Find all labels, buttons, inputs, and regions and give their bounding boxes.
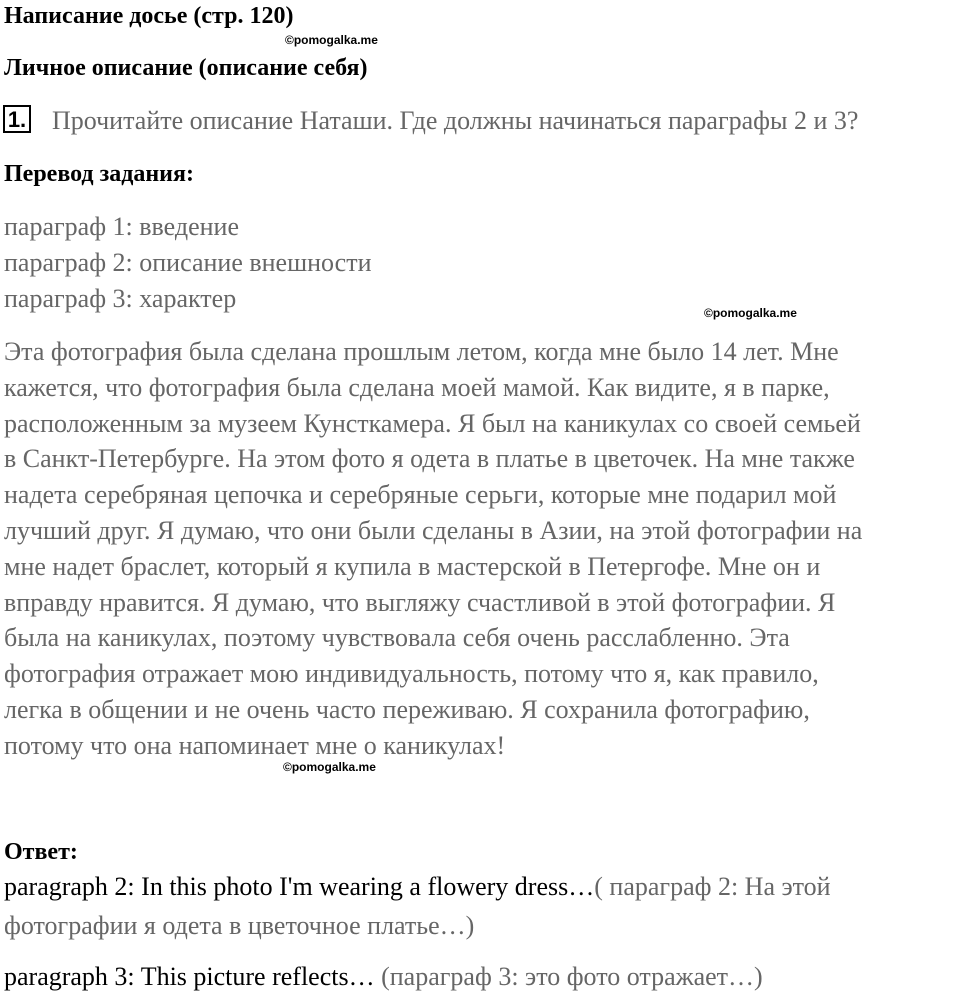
translation-item-3: параграф 3: характер xyxy=(4,284,237,313)
passage-line: потому что она напоминает мне о каникулах! xyxy=(4,730,506,760)
translation-item-1: параграф 1: введение xyxy=(4,212,240,241)
translation-list xyxy=(4,209,372,317)
passage-line: лучший друг. Я думаю, что они были сделаны в Азии, на этой фотографии на xyxy=(4,515,863,545)
task-number-box: 1. xyxy=(3,105,31,133)
answer-p2-english: paragraph 2: In this photo I'm wearing a flowery dress… xyxy=(4,872,595,901)
passage-line: вправду нравится. Я думаю, что выгляжу счастливой в этой фотографии. Я xyxy=(4,587,836,617)
page-subtitle: Личное описание (описание себя) xyxy=(4,55,368,81)
translation-item-2: параграф 2: описание внешности xyxy=(4,248,372,277)
passage-line: надета серебряная цепочка и серебряные серьги, которые мне подарил мой xyxy=(4,480,837,510)
natasha-description xyxy=(4,334,956,764)
passage-line: кажется, что фотография была сделана моей мамой. Как видите, я в парке, xyxy=(4,372,830,402)
passage-line: мне надет браслет, который я купила в мастерской в Петергофе. Мне он и xyxy=(4,551,821,581)
passage-line: в Санкт-Петербурге. На этом фото я одета в платье в цветочек. На мне также xyxy=(4,444,855,474)
task-row xyxy=(3,105,31,133)
page-title: Написание досье (стр. 120) xyxy=(4,3,294,29)
answer-heading: Ответ: xyxy=(4,839,78,865)
passage-line: Эта фотография была сделана прошлым летом, когда мне было 14 лет. Мне xyxy=(4,337,839,366)
watermark-top: ©pomogalka.me xyxy=(285,33,378,47)
passage-line: была на каникулах, поэтому чувствовала себя очень расслабленно. Эта xyxy=(4,623,790,653)
passage-line: фотография отражает мою индивидуальность, потому что я, как правило, xyxy=(4,659,819,689)
answer-paragraph-2 xyxy=(4,871,831,903)
translation-heading: Перевод задания: xyxy=(4,161,194,187)
passage-line: легка в общении и не очень часто переживаю. Я сохранила фотографию, xyxy=(4,694,810,724)
answer-p3-russian: (параграф 3: это фото отражает…) xyxy=(374,962,763,991)
task-text: Прочитайте описание Наташи. Где должны начинаться параграфы 2 и 3? xyxy=(52,106,859,135)
answer-paragraph-3 xyxy=(4,961,763,993)
answer-p2-russian-a: ( параграф 2: На этой xyxy=(594,872,831,901)
watermark-bottom: ©pomogalka.me xyxy=(283,760,376,774)
answer-p2-russian-b: фотографии я одета в цветочное платье…) xyxy=(4,911,475,940)
watermark-middle: ©pomogalka.me xyxy=(704,306,797,320)
answer-p3-english: paragraph 3: This picture reflects… xyxy=(4,962,375,991)
passage-line: расположенным за музеем Кунсткамера. Я был на каникулах со своей семьей xyxy=(4,408,861,438)
